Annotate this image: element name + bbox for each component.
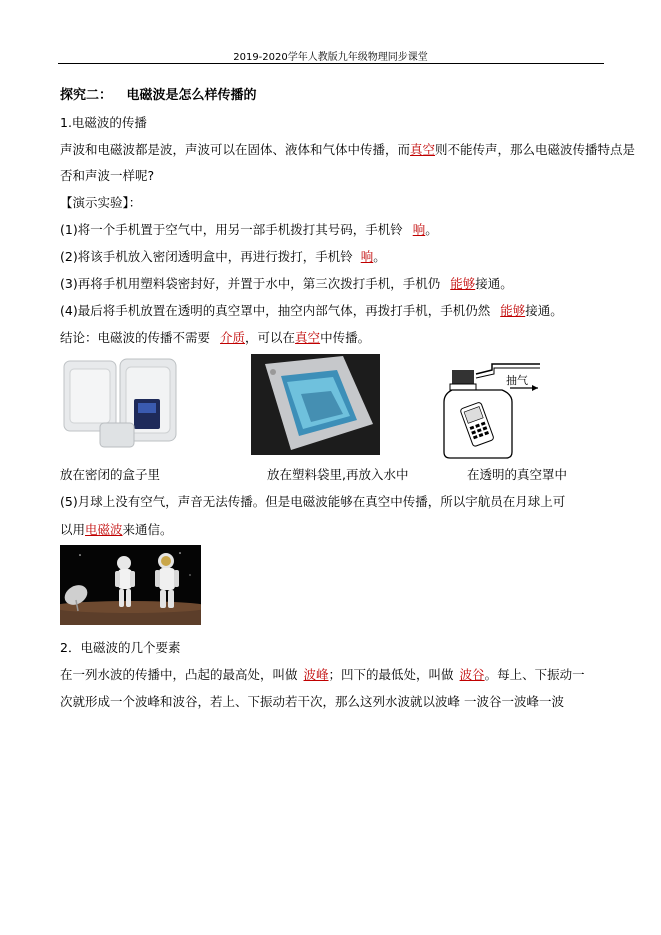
step-text: (4)最后将手机放置在透明的真空罩中，抽空内部气体，再拨打手机，手机仍然 <box>60 303 491 318</box>
step-3 <box>60 274 513 292</box>
section-title: 电磁波是怎么样传播的 <box>126 88 257 103</box>
conclusion <box>60 328 370 346</box>
intro-line-2: 否和声波一样呢? <box>60 168 155 183</box>
caption-sealed-box: 放在密闭的盒子里 <box>60 467 161 482</box>
step-2 <box>60 247 386 265</box>
step-1 <box>60 220 438 238</box>
step-text-end: 。 <box>425 222 438 237</box>
caption-vacuum-jar: 在透明的真空罩中 <box>467 467 568 482</box>
demo-label: 【演示实验】： <box>60 195 142 210</box>
caption-plastic-bag: 放在塑料袋里,再放入水中 <box>267 467 409 482</box>
answer-crest: 波峰 <box>303 667 329 682</box>
step-answer: 响 <box>360 249 374 264</box>
answer-vacuum-2: 真空 <box>295 330 321 345</box>
step-text: (2)将该手机放入密闭透明盒中，再进行拨打，手机铃 <box>60 249 353 264</box>
wave-text-b: ；凹下的最低处，叫做 <box>328 667 454 682</box>
step-answer: 响 <box>412 222 426 237</box>
step-text-end: 接通。 <box>525 303 563 318</box>
conclusion-text: 结论：电磁波的传播不需要 <box>60 330 211 345</box>
step-text: (1)将一个手机置于空气中，用另一部手机拨打其号码，手机铃 <box>60 222 403 237</box>
step-4 <box>60 301 563 319</box>
step-text: (3)再将手机用塑料袋密封好，并置于水中，第三次拨打手机，手机仍 <box>60 276 441 291</box>
vacuum-jar-figure <box>440 360 560 460</box>
header-divider <box>58 63 604 64</box>
answer-medium: 介质 <box>220 330 246 345</box>
answer-em-wave: 电磁波 <box>85 522 123 537</box>
page-header-title: 2019-2020学年人教版九年级物理同步课堂 <box>233 52 428 63</box>
step-text-end: 。 <box>373 249 386 264</box>
answer-trough: 波谷 <box>459 667 485 682</box>
moon-line-1: (5)月球上没有空气，声音无法传播。但是电磁波能够在真空中传播，所以宇航员在月球上可 <box>60 494 566 509</box>
intro-line-1 <box>60 140 635 158</box>
step-text-end: 接通。 <box>475 276 513 291</box>
conclusion-text-end: 中传播。 <box>320 330 371 345</box>
wave-text-c: 。每上、下振动一 <box>484 667 585 682</box>
wave-line-1 <box>60 665 585 683</box>
subsection-1-title: 1.电磁波的传播 <box>60 115 147 130</box>
step-answer: 能够 <box>500 303 526 318</box>
moon-text: 以用 <box>60 522 86 537</box>
sealed-box-photo <box>60 353 184 455</box>
wave-line-2: 次就形成一个波峰和波谷，若上、下振动若干次，那么这列水波就以波峰 一波谷一波峰一波 <box>60 694 564 709</box>
step-answer: 能够 <box>450 276 476 291</box>
intro-text-b: 则不能传声，那么电磁波传播特点是 <box>435 142 636 157</box>
moon-text-end: 来通信。 <box>122 522 173 537</box>
pump-label: 抽气 <box>506 374 528 387</box>
wave-text-a: 在一列水波的传播中，凸起的最高处，叫做 <box>60 667 298 682</box>
plastic-bag-photo <box>251 354 380 455</box>
section-label: 探究二： <box>60 88 113 103</box>
subsection-2-title: 2．电磁波的几个要素 <box>60 640 181 655</box>
moon-line-2 <box>60 520 173 538</box>
astronaut-photo <box>60 545 201 625</box>
intro-text-a: 声波和电磁波都是波，声波可以在固体、液体和气体中传播，而 <box>60 142 411 157</box>
answer-vacuum: 真空 <box>410 142 436 157</box>
conclusion-text-mid: ，可以在 <box>245 330 296 345</box>
section-heading <box>60 84 257 103</box>
